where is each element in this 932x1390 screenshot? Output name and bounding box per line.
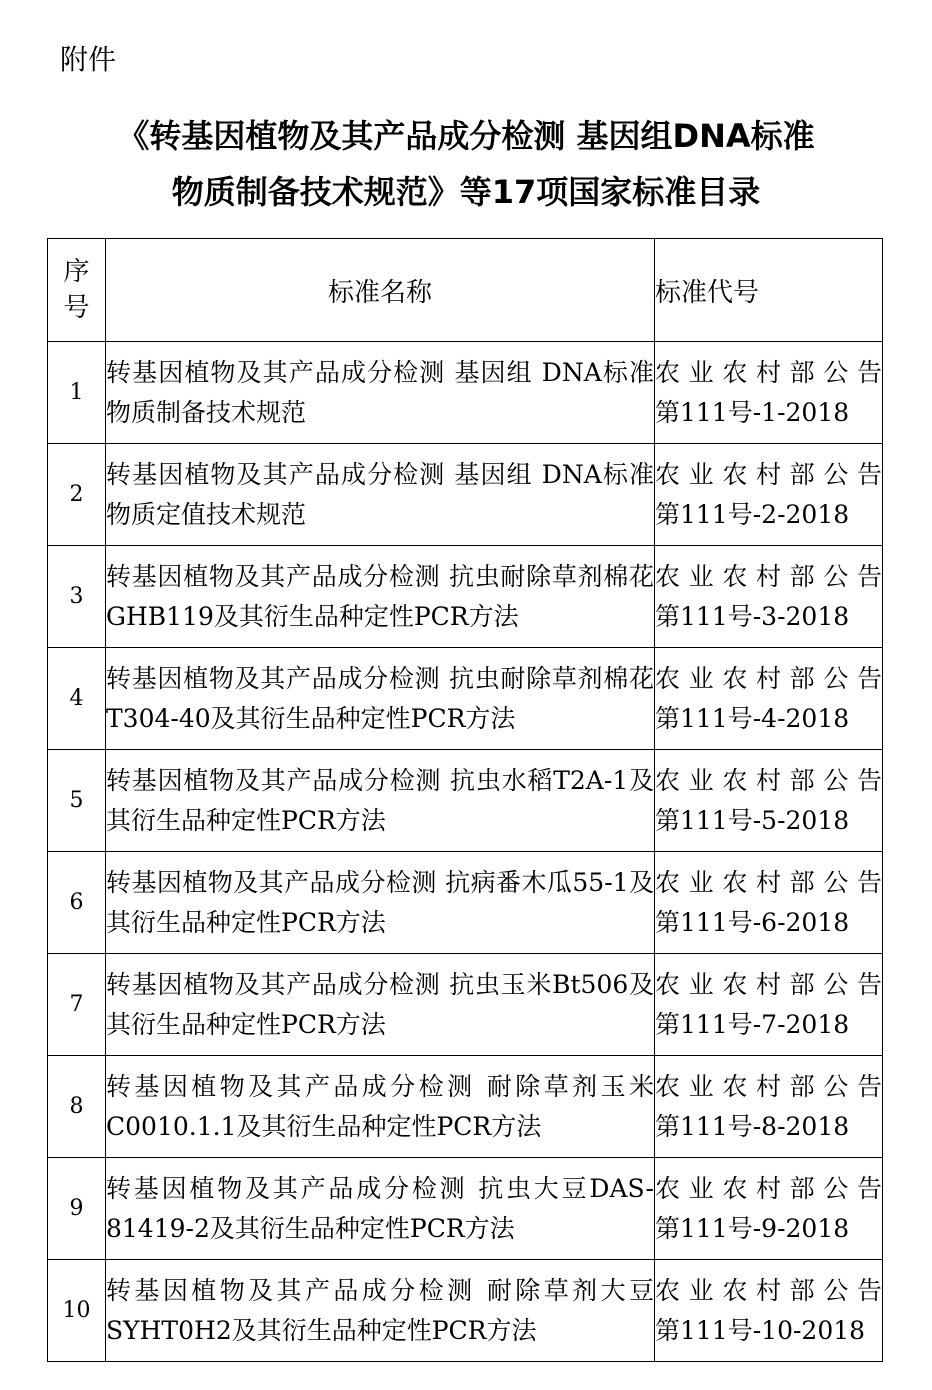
standard-name: 转基因植物及其产品成分检测 耐除草剂玉米C0010.1.1及其衍生品种定性PCR方法 [106,1056,655,1158]
standard-code [655,1056,883,1158]
standard-code [655,1158,883,1260]
standard-code [655,1260,883,1362]
row-number: 3 [48,546,106,648]
standard-code-issuer: 农业农村部公告 [655,663,882,693]
standard-code-number: 第111号-7-2018 [655,1009,850,1039]
table-row [48,954,883,1056]
table-row [48,444,883,546]
table-row [48,546,883,648]
header-serial-number-char-1: 序 [63,257,90,287]
standard-code-issuer: 农业农村部公告 [655,1275,882,1305]
table-row [48,648,883,750]
header-serial-number [48,239,106,342]
standard-code [655,546,883,648]
standard-code-issuer: 农业农村部公告 [655,1071,882,1101]
standard-name: 转基因植物及其产品成分检测 抗虫耐除草剂棉花T304-40及其衍生品种定性PCR方法 [106,648,655,750]
standard-name: 转基因植物及其产品成分检测 抗虫大豆DAS-81419-2及其衍生品种定性PCR方法 [106,1158,655,1260]
table-header-row [48,239,883,342]
standard-code [655,444,883,546]
row-number: 6 [48,852,106,954]
standard-code-number: 第111号-9-2018 [655,1213,850,1243]
document-title-line-2: 物质制备技术规范》等17项国家标准目录 [171,173,761,211]
standard-code-issuer: 农业农村部公告 [655,765,882,795]
row-number: 8 [48,1056,106,1158]
standard-code-number: 第111号-2-2018 [655,499,850,529]
standard-name: 转基因植物及其产品成分检测 基因组 DNA标准物质制备技术规范 [106,342,655,444]
row-number: 5 [48,750,106,852]
standard-code-number: 第111号-3-2018 [655,601,850,631]
standard-code-number: 第111号-6-2018 [655,907,850,937]
table-row [48,342,883,444]
header-serial-number-char-2: 号 [63,293,90,323]
standard-code-issuer: 农业农村部公告 [655,561,882,591]
standard-name: 转基因植物及其产品成分检测 抗虫水稻T2A-1及其衍生品种定性PCR方法 [106,750,655,852]
table-row [48,1158,883,1260]
document-title-line-1: 《转基因植物及其产品成分检测 基因组DNA标准 [117,117,815,155]
standard-code-number: 第111号-10-2018 [655,1315,866,1345]
row-number: 2 [48,444,106,546]
standards-table [47,238,883,1362]
table-row [48,1260,883,1362]
row-number: 7 [48,954,106,1056]
standard-code-number: 第111号-8-2018 [655,1111,850,1141]
row-number: 4 [48,648,106,750]
standard-name: 转基因植物及其产品成分检测 抗虫玉米Bt506及其衍生品种定性PCR方法 [106,954,655,1056]
standard-name: 转基因植物及其产品成分检测 抗虫耐除草剂棉花GHB119及其衍生品种定性PCR方法 [106,546,655,648]
standard-code [655,852,883,954]
standard-name: 转基因植物及其产品成分检测 基因组 DNA标准物质定值技术规范 [106,444,655,546]
table-row [48,750,883,852]
standard-code-issuer: 农业农村部公告 [655,867,882,897]
table-row [48,852,883,954]
standard-name: 转基因植物及其产品成分检测 抗病番木瓜55-1及其衍生品种定性PCR方法 [106,852,655,954]
standard-code-number: 第111号-4-2018 [655,703,850,733]
header-standard-code: 标准代号 [655,239,883,342]
row-number: 9 [48,1158,106,1260]
table-row [48,1056,883,1158]
row-number: 10 [48,1260,106,1362]
standard-code-number: 第111号-5-2018 [655,805,850,835]
standard-code [655,342,883,444]
standard-code [655,648,883,750]
standard-code [655,954,883,1056]
standard-name: 转基因植物及其产品成分检测 耐除草剂大豆SYHT0H2及其衍生品种定性PCR方法 [106,1260,655,1362]
standard-code-issuer: 农业农村部公告 [655,969,882,999]
standard-code-issuer: 农业农村部公告 [655,357,882,387]
standard-code-number: 第111号-1-2018 [655,397,850,427]
standard-code [655,750,883,852]
standard-code-issuer: 农业农村部公告 [655,1173,882,1203]
attachment-label: 附件 [60,43,117,76]
standard-code-issuer: 农业农村部公告 [655,459,882,489]
header-standard-name: 标准名称 [106,239,655,342]
row-number: 1 [48,342,106,444]
